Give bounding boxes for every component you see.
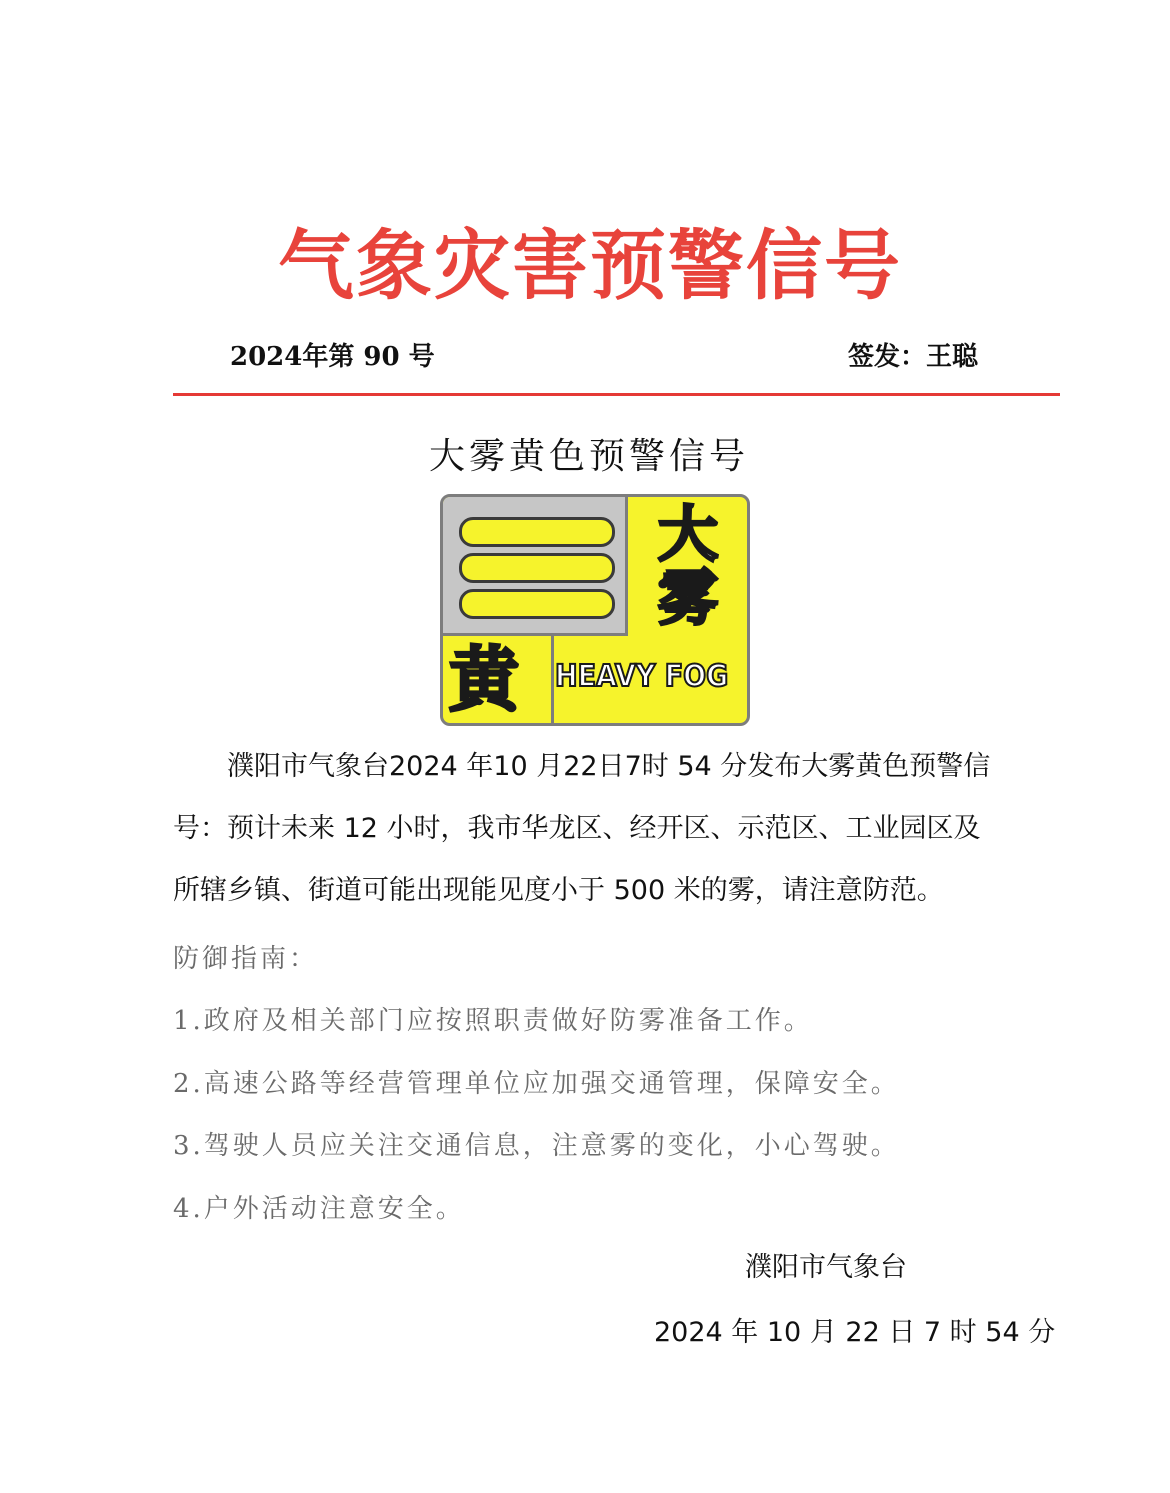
signal-fog-char: 雾 [658,564,718,634]
signal-fog-char: 大 [658,500,718,570]
signal-level-char: 黄 [449,639,519,721]
guide-item: 1.政府及相关部门应按照职责做好防雾准备工作。 [173,1006,813,1036]
issue-time: 2024 年 10 月 22 日 7 时 54 分 [654,1317,1056,1348]
issue-number: 2024年第 90 号 [230,342,435,372]
guide-item: 4.户外活动注意安全。 [173,1194,465,1224]
signal-bar [459,589,615,619]
guide-item: 3.驾驶人员应关注交通信息，注意雾的变化，小心驾驶。 [173,1131,900,1161]
signal-bar [459,553,615,583]
signal-level-label [443,636,554,723]
header-divider [173,393,1060,396]
issuer-name: 濮阳市气象台 [745,1252,907,1283]
document-header-title: 气象灾害预警信号 [278,221,902,310]
signer: 签发：王聪 [848,342,979,372]
body-line: 所辖乡镇、街道可能出现能见度小于 500 米的雾，请注意防范。 [173,875,944,906]
document-title: 大雾黄色预警信号 [428,436,749,477]
body-line: 号：预计未来 12 小时，我市华龙区、经开区、示范区、工业园区及 [173,813,981,844]
heavy-fog-yellow-signal-icon [440,494,750,726]
signal-bar [459,517,615,547]
signal-english-label: HEAVY FOG [555,659,729,694]
guide-item: 2.高速公路等经营管理单位应加强交通管理，保障安全。 [173,1069,900,1099]
signal-fog-label [629,497,747,635]
guide-title: 防御指南： [173,944,319,974]
signal-level-bars [443,497,628,636]
body-line: 濮阳市气象台2024 年10 月22日7时 54 分发布大雾黄色预警信 [227,751,991,782]
